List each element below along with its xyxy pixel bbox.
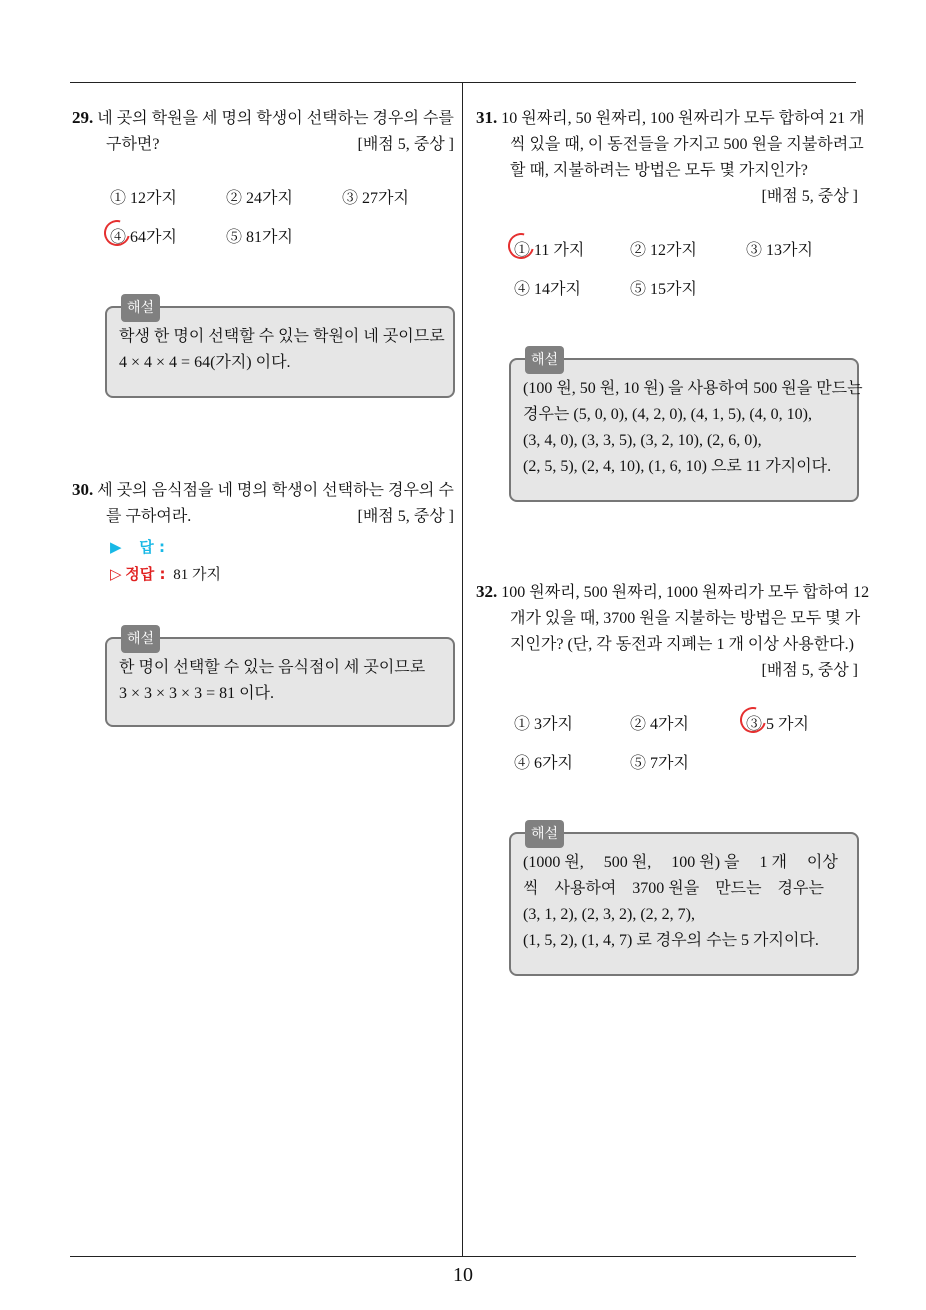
question-number: 30. xyxy=(72,480,94,499)
solution-line: (100 원, 50 원, 10 원) 을 사용하여 500 원을 만드는 xyxy=(523,380,863,397)
choice-3[interactable]: ③ 13가지 xyxy=(746,242,813,259)
solution-box-29 xyxy=(105,300,455,398)
solution-tag: 해설 xyxy=(525,346,564,374)
solution-line: (3, 1, 2), (2, 3, 2), (2, 2, 7), xyxy=(523,906,695,923)
correct-answer-line xyxy=(110,563,221,584)
choice-3[interactable]: ③ 5 가지 xyxy=(746,716,809,733)
choice-5[interactable]: ⑤ 15가지 xyxy=(630,281,697,298)
question-30 xyxy=(72,477,454,530)
question-text: 개가 있을 때, 3700 원을 지불하는 방법은 모두 몇 가 xyxy=(510,610,861,627)
question-text: 구하면? xyxy=(106,136,160,153)
correct-label: 정답 : xyxy=(125,565,166,583)
choice-5[interactable]: ⑤ 7가지 xyxy=(630,755,689,772)
solution-tag: 해설 xyxy=(121,625,160,653)
solution-box-30 xyxy=(105,631,455,727)
solution-line: 한 명이 선택할 수 있는 음식점이 세 곳이므로 xyxy=(119,659,426,676)
question-32 xyxy=(476,579,870,684)
question-text: 세 곳의 음식점을 네 명의 학생이 선택하는 경우의 수 xyxy=(97,482,454,499)
choice-1[interactable]: ① 3가지 xyxy=(514,716,573,733)
solution-tag: 해설 xyxy=(525,820,564,848)
top-rule xyxy=(70,82,856,83)
solution-line: (1000 원, 500 원, 100 원) 을 1 개 이상 xyxy=(523,854,838,871)
question-text: 를 구하여라. xyxy=(106,508,192,525)
question-31 xyxy=(476,105,865,210)
score-meta: [배점 5, 중상 ] xyxy=(357,508,454,525)
solution-line: (1, 5, 2), (1, 4, 7) 로 경우의 수는 5 가지이다. xyxy=(523,932,819,949)
question-text: 지인가? (단, 각 동전과 지폐는 1 개 이상 사용한다.) xyxy=(510,636,854,653)
choice-3[interactable]: ③ 27가지 xyxy=(342,190,409,207)
choice-1[interactable]: ① 11 가지 xyxy=(514,242,585,259)
bottom-rule xyxy=(70,1256,856,1257)
answer-line xyxy=(110,536,165,557)
solution-line: 씩 사용하여 3700 원을 만드는 경우는 xyxy=(523,880,824,897)
choice-4[interactable]: ④ 6가지 xyxy=(514,755,573,772)
solution-line: 4 × 4 × 4 = 64(가지) 이다. xyxy=(119,354,291,371)
choice-2[interactable]: ② 12가지 xyxy=(630,242,697,259)
choice-5[interactable]: ⑤ 81가지 xyxy=(226,229,293,246)
solution-box-32 xyxy=(509,826,859,976)
score-meta: [배점 5, 중상 ] xyxy=(761,662,858,679)
correct-value: 81 가지 xyxy=(173,567,221,583)
question-29 xyxy=(72,105,454,158)
question-text: 할 때, 지불하려는 방법은 모두 몇 가지인가? xyxy=(510,162,808,179)
choice-1[interactable]: ① 12가지 xyxy=(110,190,177,207)
choice-2[interactable]: ② 24가지 xyxy=(226,190,293,207)
page-number: 10 xyxy=(453,1264,473,1286)
solution-line: (3, 4, 0), (3, 3, 5), (3, 2, 10), (2, 6, 0), xyxy=(523,432,762,449)
solution-box-31 xyxy=(509,352,863,502)
answer-arrow-icon: ▶ xyxy=(110,538,122,556)
question-text: 100 원짜리, 500 원짜리, 1000 원짜리가 모두 합하여 12 xyxy=(501,584,870,601)
question-text: 10 원짜리, 50 원짜리, 100 원짜리가 모두 합하여 21 개 xyxy=(501,110,865,127)
solution-tag: 해설 xyxy=(121,294,160,322)
answer-label: 답 : xyxy=(139,538,166,556)
choice-2[interactable]: ② 4가지 xyxy=(630,716,689,733)
question-number: 29. xyxy=(72,108,94,127)
correct-arrow-icon: ▷ xyxy=(110,565,122,583)
score-meta: [배점 5, 중상 ] xyxy=(357,136,454,153)
column-divider xyxy=(462,82,463,1256)
question-number: 31. xyxy=(476,108,498,127)
question-text: 네 곳의 학원을 세 명의 학생이 선택하는 경우의 수를 xyxy=(97,110,454,127)
solution-line: (2, 5, 5), (2, 4, 10), (1, 6, 10) 으로 11 가지이다. xyxy=(523,458,832,475)
question-text: 씩 있을 때, 이 동전들을 가지고 500 원을 지불하려고 xyxy=(510,136,864,153)
solution-line: 경우는 (5, 0, 0), (4, 2, 0), (4, 1, 5), (4, 0, 10), xyxy=(523,406,812,423)
choice-4[interactable]: ④ 14가지 xyxy=(514,281,581,298)
choice-4[interactable]: ④ 64가지 xyxy=(110,229,177,246)
solution-line: 3 × 3 × 3 × 3 = 81 이다. xyxy=(119,685,275,702)
score-meta: [배점 5, 중상 ] xyxy=(761,188,858,205)
question-number: 32. xyxy=(476,582,498,601)
solution-line: 학생 한 명이 선택할 수 있는 학원이 네 곳이므로 xyxy=(119,328,445,345)
